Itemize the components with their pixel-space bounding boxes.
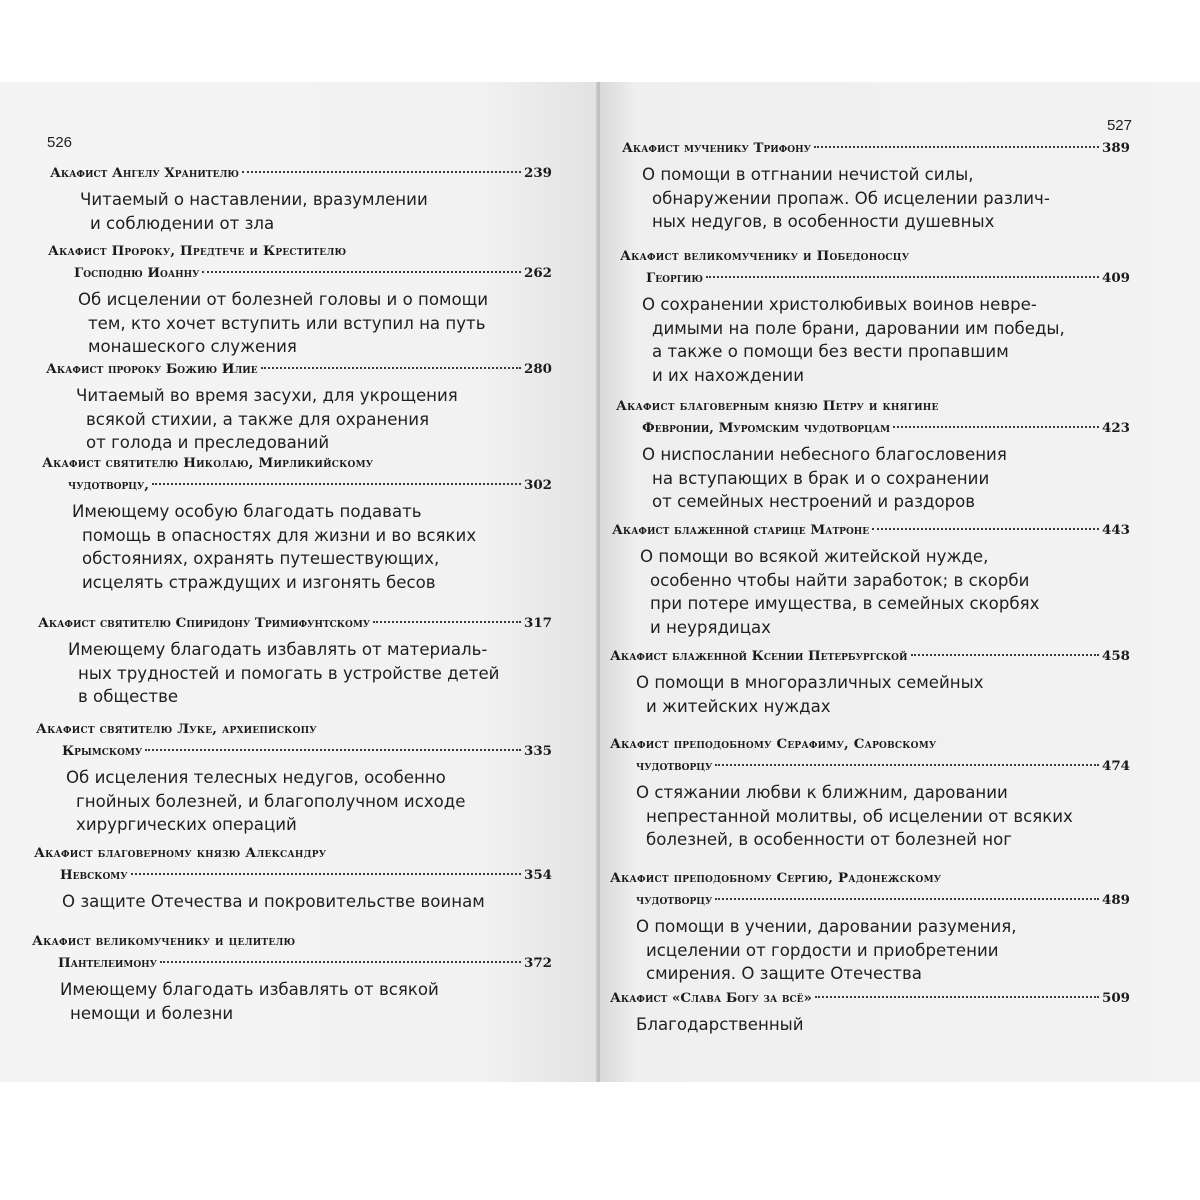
entry-title-row <box>610 889 1130 911</box>
entry-title-row <box>622 137 1130 159</box>
entry-title: Крымскому <box>62 743 143 759</box>
toc-entry <box>610 645 1130 718</box>
page-number: 526 <box>47 134 73 151</box>
entry-page-number: 489 <box>1102 892 1130 908</box>
entry-page-number: 239 <box>524 165 552 181</box>
entry-page-number: 335 <box>524 743 552 759</box>
toc-entry <box>32 930 552 1025</box>
entry-description-line: на вступающих в брак и о сохранении <box>652 468 990 488</box>
entry-description-line: помощь в опасностях для жизни и во всяких <box>82 525 477 545</box>
entry-title: Господню Иоанну <box>74 265 200 281</box>
entry-description-line: в обществе <box>78 687 179 706</box>
entry-title: Акафист святителю Николаю, Мирликийскому <box>42 455 374 471</box>
toc-entry <box>48 240 552 359</box>
entry-description-line: тем, кто хочет вступить или вступил на путь <box>88 313 486 333</box>
entry-description-line: ных трудностей и помогать в устройстве детей <box>78 663 500 683</box>
toc-entry <box>34 842 552 914</box>
entry-page-number: 423 <box>1102 420 1130 436</box>
dot-leader <box>911 654 1100 656</box>
dot-leader <box>131 873 521 875</box>
entry-title: Невскому <box>60 867 128 883</box>
entry-title: Акафист мученику Трифону <box>622 140 811 156</box>
entry-title: чудотворцу <box>636 758 713 774</box>
entry-description-line: О ниспослании небесного благословения <box>642 445 1007 464</box>
entry-title: чудотворцу, <box>68 477 149 493</box>
toc-entry <box>36 718 552 837</box>
entry-title-row <box>610 987 1130 1009</box>
toc-entry <box>612 519 1130 639</box>
entry-title: чудотворцу <box>636 892 713 908</box>
entry-title-row <box>46 358 552 380</box>
toc-entry <box>42 452 552 594</box>
entry-title-row <box>50 162 552 184</box>
toc-entry <box>616 395 1130 514</box>
entry-description-line: хирургических операций <box>76 815 297 834</box>
dot-leader <box>242 171 521 173</box>
dot-leader <box>145 749 521 751</box>
entry-title: Акафист великомученику и целителю <box>32 933 296 949</box>
entry-title-row <box>620 267 1130 289</box>
entry-title: Акафист благоверным князю Петру и княгине <box>616 398 939 414</box>
dot-leader <box>152 483 521 485</box>
entry-title-row <box>610 755 1130 777</box>
page-number: 527 <box>1106 117 1132 134</box>
toc-entry <box>620 245 1130 387</box>
entry-description-line: Об исцелении от болезней головы и о помощи <box>78 290 489 309</box>
entry-title: Акафист Ангелу Хранителю <box>50 165 239 181</box>
entry-description-line: ных недугов, в особенности душевных <box>652 212 995 231</box>
entry-description-line: особенно чтобы найти заработок; в скорби <box>650 570 1030 590</box>
entry-description-line: и житейских нуждах <box>646 696 831 716</box>
dot-leader <box>706 276 1099 278</box>
entry-title-row <box>38 612 552 634</box>
right-page <box>600 82 1200 1082</box>
entry-description-line: Читаемый во время засухи, для укрощения <box>76 386 458 405</box>
entry-description-line: и неурядицах <box>650 617 771 637</box>
entry-title: Пантелеимону <box>58 955 157 971</box>
entry-description-line: О помощи в многоразличных семейных <box>636 673 984 692</box>
entry-page-number: 458 <box>1102 648 1130 664</box>
entry-title: Акафист блаженной старице Матроне <box>612 522 870 538</box>
entry-description-line: Об исцеления телесных недугов, особенно <box>66 768 446 787</box>
dot-leader <box>261 367 521 369</box>
dot-leader <box>893 426 1099 428</box>
dot-leader <box>715 898 1099 900</box>
entry-title: Акафист блаженной Ксении Петербургской <box>610 648 908 664</box>
entry-description-line: Читаемый о наставлении, вразумлении <box>80 190 428 209</box>
toc-entry <box>622 137 1130 234</box>
entry-description-line: обстояниях, охранять путешествующих, <box>82 549 440 568</box>
entry-title: Акафист преподобному Сергию, Радонежскому <box>610 870 942 886</box>
entry-title-row <box>48 262 552 284</box>
entry-description-line: исцелении от гордости и приобретении <box>646 940 999 960</box>
entry-title: Георгию <box>646 270 704 286</box>
entry-page-number: 509 <box>1102 990 1130 1006</box>
entry-description-line: Благодарственный <box>636 1015 804 1034</box>
entry-description-line: и соблюдении от зла <box>90 213 275 233</box>
entry-title: Акафист Пророку, Предтече и Крестителю <box>48 243 347 259</box>
entry-page-number: 409 <box>1102 270 1130 286</box>
entry-description-line: смирения. О защите Отечества <box>646 964 922 983</box>
entry-title-row <box>34 864 552 886</box>
entry-description-line: и их нахождении <box>652 365 804 385</box>
book-spread <box>0 82 1200 1082</box>
entry-description-line: болезней, в особенности от болезней ног <box>646 830 1012 849</box>
entry-description-line: немощи и болезни <box>70 1003 234 1023</box>
dot-leader <box>872 528 1099 530</box>
entry-title-row <box>32 952 552 974</box>
entry-page-number: 354 <box>524 867 552 883</box>
entry-description-line: О сохранении христолюбивых воинов невре- <box>642 295 1037 314</box>
entry-page-number: 372 <box>524 955 552 971</box>
toc-entry <box>610 867 1130 986</box>
entry-description-line: от семейных нестроений и раздоров <box>652 492 976 511</box>
dot-leader <box>373 621 521 623</box>
toc-entry <box>46 358 552 455</box>
entry-title: Акафист преподобному Серафиму, Саровскому <box>610 736 937 752</box>
entry-page-number: 262 <box>524 265 552 281</box>
entry-title-row <box>42 474 552 496</box>
entry-page-number: 280 <box>524 361 552 377</box>
entry-title: Акафист святителю Луке, архиепископу <box>36 721 317 737</box>
entry-description-line: О стяжании любви к ближним, даровании <box>636 783 1008 802</box>
toc-entry <box>610 733 1130 852</box>
toc-entry <box>38 612 552 709</box>
dot-leader <box>815 996 1099 998</box>
entry-description-line: от голода и преследований <box>86 433 330 452</box>
entry-description-line: непрестанной молитвы, об исцелении от всяких <box>646 806 1073 826</box>
entry-title: Акафист святителю Спиридону Тримифунтскому <box>38 615 371 631</box>
entry-description-line: при потере имущества, в семейных скорбях <box>650 594 1040 613</box>
dot-leader <box>814 146 1099 148</box>
entry-page-number: 389 <box>1102 140 1130 156</box>
entry-description-line: гнойных болезней, и благополучном исходе <box>76 791 466 811</box>
entry-title: Акафист благоверному князю Александру <box>34 845 327 861</box>
entry-description-line: О помощи во всякой житейской нужде, <box>640 547 989 566</box>
entry-title: Акафист «Слава Богу за всё» <box>610 990 812 1006</box>
entry-title: Акафист великомученику и Победоносцу <box>620 248 910 264</box>
entry-description-line: исцелять страждущих и изгонять бесов <box>82 572 436 592</box>
entry-description-line: монашеского служения <box>88 337 297 356</box>
dot-leader <box>160 961 521 963</box>
entry-page-number: 302 <box>524 477 552 493</box>
entry-description-line: О помощи в отгнании нечистой силы, <box>642 165 974 184</box>
entry-page-number: 474 <box>1102 758 1130 774</box>
entry-description-line: обнаружении пропаж. Об исцелении различ- <box>652 188 1050 208</box>
entry-title: Февронии, Муромским чудотворцам <box>642 420 891 436</box>
entry-title-row <box>610 645 1130 667</box>
left-page <box>0 82 598 1082</box>
entry-description-line: Имеющему благодать избавлять от всякой <box>60 980 439 999</box>
entry-description-line: всякой стихии, а также для охранения <box>86 409 430 429</box>
dot-leader <box>202 271 521 273</box>
entry-title-row <box>612 519 1130 541</box>
entry-title-row <box>36 740 552 762</box>
entry-page-number: 443 <box>1102 522 1130 538</box>
entry-page-number: 317 <box>524 615 552 631</box>
toc-entry <box>610 987 1130 1037</box>
entry-title-row <box>616 417 1130 439</box>
entry-title: Акафист пророку Божию Илие <box>46 361 258 377</box>
entry-description-line: димыми на поле брани, даровании им победы, <box>652 318 1065 338</box>
entry-description-line: О помощи в учении, даровании разумения, <box>636 917 1017 936</box>
entry-description-line: Имеющему особую благодать подавать <box>72 502 422 521</box>
dot-leader <box>715 764 1099 766</box>
entry-description-line: а также о помощи без вести пропавшим <box>652 342 1009 361</box>
toc-entry <box>50 162 552 235</box>
entry-description-line: Имеющему благодать избавлять от материаль- <box>68 640 488 659</box>
entry-description-line: О защите Отечества и покровительстве воинам <box>62 892 485 911</box>
